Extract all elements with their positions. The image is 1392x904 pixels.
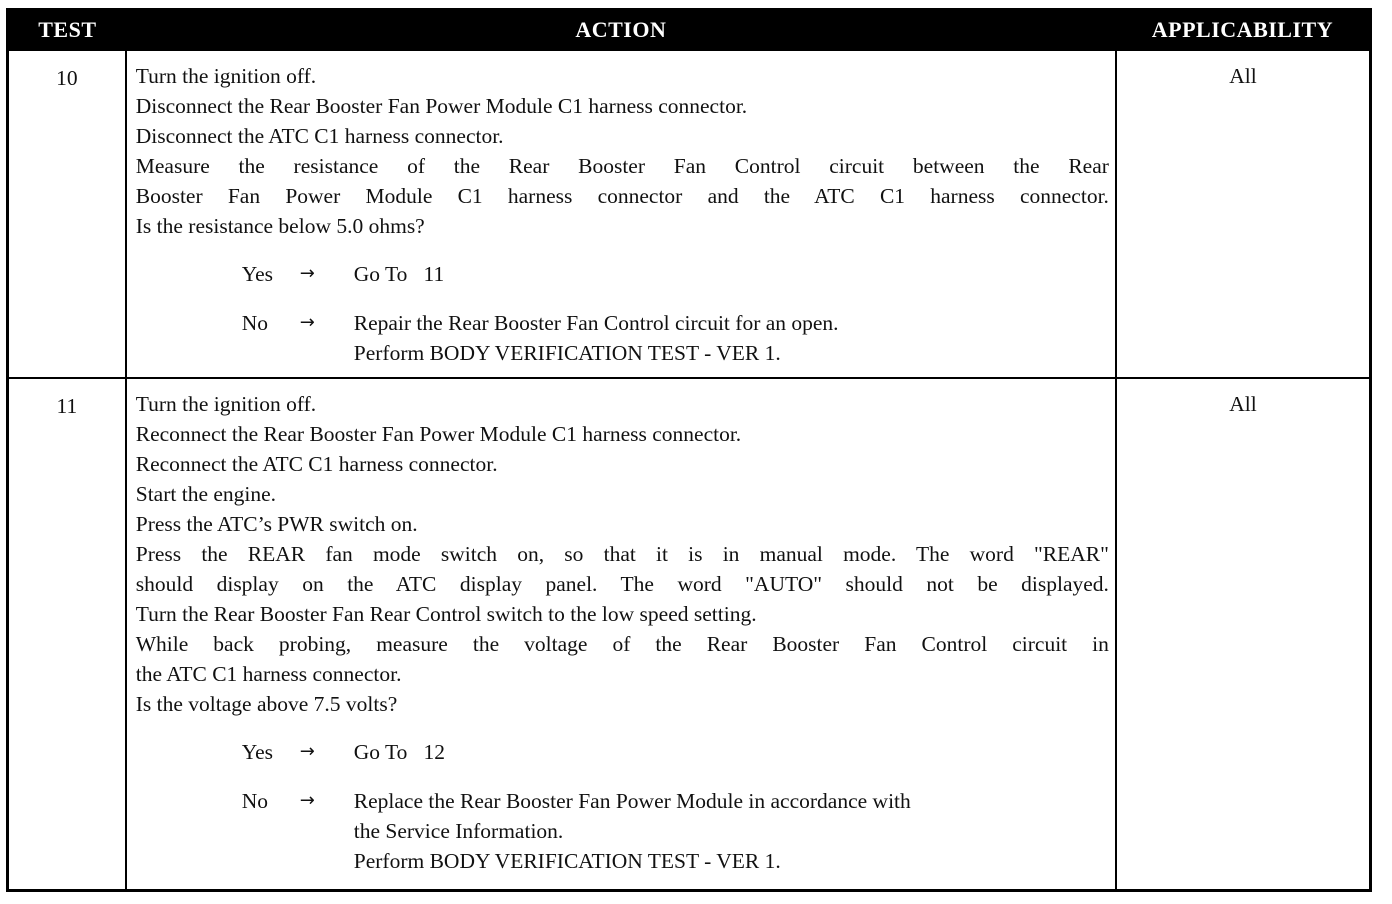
action-step: Press the REAR fan mode switch on, so that it is in manual mode. The word "REAR" [135, 542, 1109, 566]
action-step: Turn the ignition off. [135, 64, 317, 88]
action-step: Turn the ignition off. [135, 392, 317, 416]
action-step: Turn the Rear Booster Fan Rear Control switch to the low speed setting. [135, 602, 757, 626]
action-cell [126, 378, 1116, 890]
header-test: TEST [8, 10, 126, 51]
header-action: ACTION [126, 10, 1116, 51]
outcome-no [136, 308, 1109, 368]
action-step: Measure the resistance of the Rear Booster Fan Control circuit between the Rear [135, 154, 1109, 178]
outcome-line: Repair the Rear Booster Fan Control circuit for an open. [353, 311, 839, 335]
action-step: should display on the ATC display panel. The word "AUTO" should not be displayed. [135, 572, 1109, 596]
outcome-label: No [241, 311, 269, 335]
action-step: the ATC C1 harness connector. [135, 662, 402, 686]
action-step: Is the resistance below 5.0 ohms? [135, 214, 425, 238]
outcome-line: Replace the Rear Booster Fan Power Module in accordance with [353, 789, 911, 813]
right-arrow-icon: → [299, 741, 315, 762]
outcome-line: the Service Information. [353, 819, 564, 843]
outcome-yes [136, 737, 1109, 767]
right-arrow-icon: → [299, 312, 315, 333]
outcome-result [354, 308, 1109, 368]
action-step: Is the voltage above 7.5 volts? [135, 692, 398, 716]
outcome-line: Perform BODY VERIFICATION TEST - VER 1. [353, 341, 781, 365]
action-step: Press the ATC’s PWR switch on. [135, 512, 418, 536]
table-header-row [8, 10, 1371, 51]
outcome-label: Yes [241, 262, 274, 286]
action-step: Disconnect the ATC C1 harness connector. [135, 124, 504, 148]
outcome-label: Yes [241, 740, 274, 764]
table-row-test-10 [8, 50, 1371, 378]
action-step: Disconnect the Rear Booster Fan Power Module C1 harness connector. [135, 94, 748, 118]
diagnostic-test-table [6, 8, 1372, 892]
outcome-result [354, 259, 1109, 289]
right-arrow-icon: → [299, 790, 315, 811]
action-step: Reconnect the Rear Booster Fan Power Module C1 harness connector. [135, 422, 742, 446]
outcome-line: Go To 12 [353, 740, 446, 764]
table-row-test-11 [8, 378, 1371, 890]
right-arrow-icon: → [299, 263, 315, 284]
outcome-no [136, 786, 1109, 876]
outcome-line: Go To 11 [353, 262, 445, 286]
action-step: Reconnect the ATC C1 harness connector. [135, 452, 498, 476]
action-step: Booster Fan Power Module C1 harness connector and the ATC C1 harness connector. [135, 184, 1109, 208]
outcome-result [354, 737, 1109, 767]
outcome-line: Perform BODY VERIFICATION TEST - VER 1. [353, 849, 781, 873]
test-number: 10 [8, 50, 126, 378]
outcome-result [354, 786, 1109, 876]
header-applicability: APPLICABILITY [1116, 10, 1371, 51]
action-step: Start the engine. [135, 482, 277, 506]
applicability-value: All [1116, 50, 1371, 378]
outcome-label: No [241, 789, 269, 813]
action-cell [126, 50, 1116, 378]
test-number: 11 [8, 378, 126, 890]
outcome-yes [136, 259, 1109, 289]
action-step: While back probing, measure the voltage of the Rear Booster Fan Control circuit in [135, 632, 1109, 656]
applicability-value: All [1116, 378, 1371, 890]
